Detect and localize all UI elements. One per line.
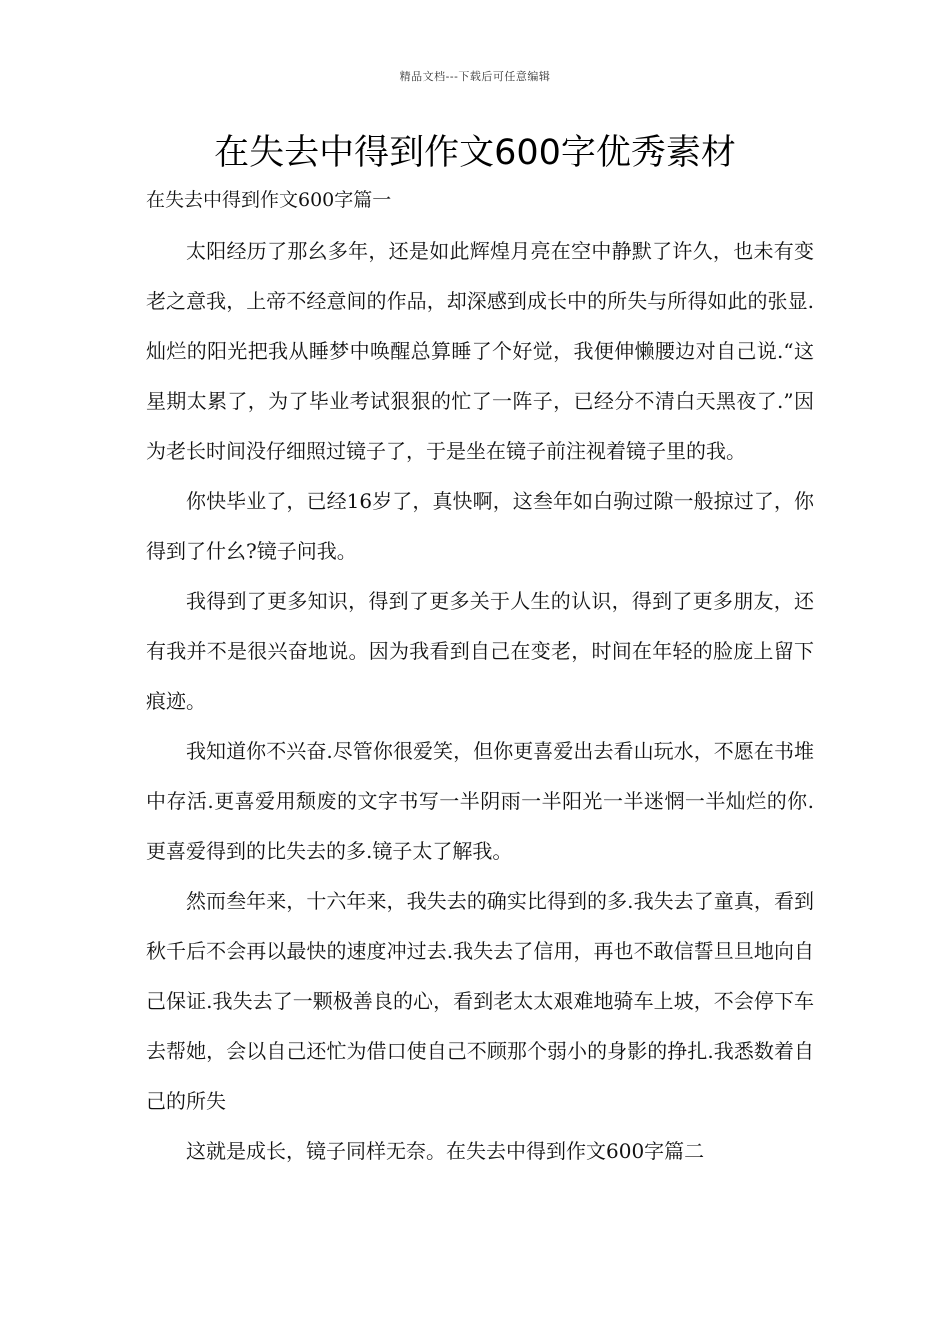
- section-heading: 在失去中得到作文600字篇一: [146, 189, 392, 211]
- paragraph: 然而叁年来，十六年来，我失去的确实比得到的多.我失去了童真，看到秋千后不会再以最快的速度冲过去.我失去了信用，再也不敢信誓旦旦地向自己保证.我失去了一颗极善良的心，看到老太太艰难地骑车上坡，不会停下车去帮她，会以自己还忙为借口使自己不顾那个弱小的身影的挣扎.我悉数着自己的所失: [146, 889, 814, 1113]
- paragraph: 我知道你不兴奋.尽管你很爱笑，但你更喜爱出去看山玩水，不愿在书堆中存活.更喜爱用颓废的文字书写一半阴雨一半阳光一半迷惘一半灿烂的你.更喜爱得到的比失去的多.镜子太了解我。: [146, 739, 814, 863]
- paragraph: 太阳经历了那幺多年，还是如此辉煌月亮在空中静默了许久，也未有变老之意我，上帝不经意间的作品，却深感到成长中的所失与所得如此的张显.灿烂的阳光把我从睡梦中唤醒总算睡了个好觉，我便伸懒腰边对自己说.“这星期太累了，为了毕业考试狠狠的忙了一阵子，已经分不清白天黑夜了.”因为老长时间没仔细照过镜子了，于是坐在镜子前注视着镜子里的我。: [146, 239, 814, 463]
- document-body: [146, 226, 814, 1176]
- document-title: 在失去中得到作文600字优秀素材: [214, 133, 736, 173]
- header-note: 精品文档---下载后可任意编辑: [399, 70, 551, 83]
- paragraph: 你快毕业了，已经16岁了，真快啊，这叁年如白驹过隙一般掠过了，你得到了什幺?镜子问我。: [146, 489, 814, 563]
- paragraph: 我得到了更多知识，得到了更多关于人生的认识，得到了更多朋友，还有我并不是很兴奋地说。因为我看到自己在变老，时间在年轻的脸庞上留下痕迹。: [146, 589, 814, 713]
- paragraph: 这就是成长，镜子同样无奈。在失去中得到作文600字篇二: [186, 1139, 705, 1163]
